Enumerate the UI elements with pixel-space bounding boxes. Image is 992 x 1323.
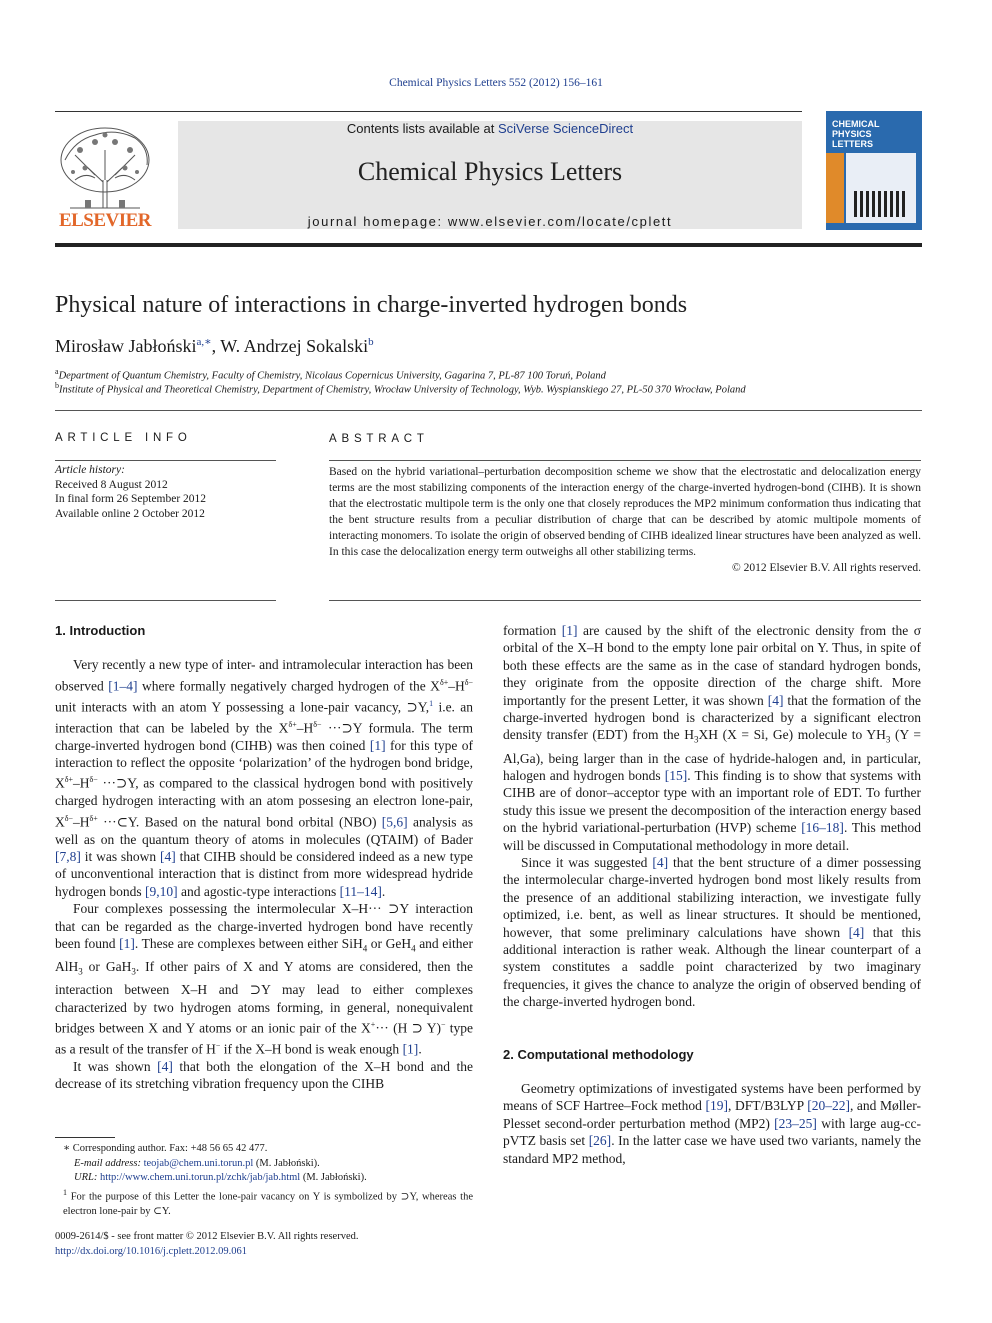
affiliation-divider xyxy=(55,410,922,411)
history-final-form: In final form 26 September 2012 xyxy=(55,493,207,505)
contents-prefix: Contents lists available at xyxy=(346,121,498,136)
cover-line-3: LETTERS xyxy=(832,139,874,149)
abstract-copyright: © 2012 Elsevier B.V. All rights reserved. xyxy=(732,562,921,574)
article-info-heading: ARTICLE INFO xyxy=(55,432,192,444)
ref-link[interactable]: [4] xyxy=(767,692,784,708)
section-2-heading: 2. Computational methodology xyxy=(503,1046,694,1062)
intro-paragraph-3-cont: formation [1] are caused by the shift of the electronic density from the σ orbital of the X–H bond to the empty lone pair orbital on Y. Thus, in spite of both these effects are the same as in the case of standard hydrogen bonds, they originate from the opposite direction of the charge shift. More importantly for the present Letter, it was shown [4] that the formation of the charge-inverted hydrogen bond is characterized by a significant electron density transfer (EDT) from the $H_3XH$ (X = Si, Ge) molecule to $YH_3$ (Y = Al,Ga), being larger than in the case of hydride-halogen and, in particular, halogen and hydrogen bonds [15]. This finding is to show that systems with CIHB are of donor–acceptor type with an important role of EDT. To further study this issue we present the decomposition of the interaction energy based on the hybrid variational-perturbation (HVP) scheme [16–18]. This method will be discussed in Computational methodology in more detail. xyxy=(503,623,921,853)
footnotes xyxy=(55,1142,473,1220)
author-separator: , xyxy=(211,336,221,356)
journal-citation[interactable]: Chemical Physics Letters 552 (2012) 156–161 xyxy=(389,77,603,89)
footnote-1: $^1$ For the purpose of this Letter the lone-pair vacancy on Y is symbolized by ⊃Y, whereas the electron lone-pair by ⊂Y. xyxy=(63,1188,473,1218)
email-link[interactable]: teojab@chem.uni.torun.pl xyxy=(143,1157,254,1169)
author-2: W. Andrzej Sokalski xyxy=(220,336,369,356)
cover-bars-graphic xyxy=(846,153,916,223)
affiliation-b-mark: b xyxy=(55,381,59,390)
affiliation-a-mark: a xyxy=(55,367,59,376)
cover-title xyxy=(832,119,880,149)
history-online: Available online 2 October 2012 xyxy=(55,507,205,520)
homepage-link[interactable]: http://www.chem.uni.torun.pl/zchk/jab/jab.html xyxy=(99,1172,301,1184)
ref-link[interactable]: [20–22] xyxy=(807,1098,850,1114)
cover-graphic xyxy=(846,153,916,223)
author-list xyxy=(55,335,374,357)
article-info-rule xyxy=(55,460,276,461)
methods-paragraph-1: Geometry optimizations of investigated systems have been performed by means of SCF Hartree–Fock method [19], DFT/B3LYP [20–22], and Møller-Plesset second-order perturbation method (MP2) [23–25] with large aug-cc-pVTZ basis set [26]. In the latter case we have used two variants, namely the standard MP2 method, xyxy=(503,1081,921,1166)
author-1: Mirosław Jabłoński xyxy=(55,336,197,356)
author-2-marks[interactable]: b xyxy=(368,336,374,348)
header-thick-rule xyxy=(55,243,922,247)
ref-link[interactable]: [1] xyxy=(561,623,578,638)
abstract-text: Based on the hybrid variational–perturbation decomposition scheme we show that the electrostatic and delocalization energy terms are the most stabilizing components of the interaction energy of the charge-inverted hydrogen-bond (CIHB). It is shown that the electrostatic multipole term is the only one that closely reproduces the MP2 minimum conformation thus indicating that the bent structure results from a peculiar distribution of charge that can be described by atomic multipole moments of interacting monomers. To isolate the origin of observed bending of CIHB idealized linear structures have been analyzed as well. In this case the delocalization energy term outweighs all other stabilizing terms. xyxy=(329,466,921,558)
intro-paragraph-3: It was shown [4] that both the elongation of the X–H bond and the decrease of its stretching vibration frequency upon the CIHB xyxy=(55,1058,473,1092)
ref-link[interactable]: [11–14] xyxy=(339,883,382,899)
cover-line-1: CHEMICAL xyxy=(832,119,880,129)
homepage-label: journal homepage: xyxy=(307,214,448,229)
contents-line xyxy=(178,121,802,136)
article-title: Physical nature of interactions in charge-inverted hydrogen bonds xyxy=(55,292,688,318)
page-footer xyxy=(55,1230,358,1259)
history-label: Article history: xyxy=(55,464,125,476)
ref-link[interactable]: [16–18] xyxy=(801,820,844,836)
ref-link[interactable]: [1] xyxy=(119,936,135,951)
footnote-divider xyxy=(55,1137,115,1138)
ref-link[interactable]: [1] xyxy=(402,1041,419,1057)
cover-stripe xyxy=(826,153,844,223)
footnote-1-link[interactable]: 1 xyxy=(429,698,434,708)
ref-link[interactable]: [4] xyxy=(652,854,669,870)
cover-line-2: PHYSICS xyxy=(832,129,872,139)
ref-link[interactable]: [7,8] xyxy=(55,848,81,864)
ref-link[interactable]: [26] xyxy=(588,1133,612,1149)
abstract-bottom-rule xyxy=(329,600,921,601)
ref-link[interactable]: [4] xyxy=(157,1058,173,1074)
abstract-heading: ABSTRACT xyxy=(329,433,429,445)
elsevier-wordmark: ELSEVIER xyxy=(58,210,152,231)
author-1-marks[interactable]: a,∗ xyxy=(196,336,212,348)
affiliation-b xyxy=(55,381,746,396)
journal-cover-thumbnail xyxy=(826,111,922,230)
corresponding-author-note: ∗ Corresponding author. Fax: +48 56 65 42 477. xyxy=(63,1143,268,1154)
journal-banner xyxy=(178,121,802,229)
ref-link[interactable]: [1–4] xyxy=(108,678,138,694)
intro-paragraph-4: Since it was suggested [4] that the bent structure of a dimer possessing the intermolecular charge-inverted hydrogen bond most likely results from the presence of an additional stabilizing interaction, we investigate fully optimized, i.e. bent, as well as linear structures. It should be mentioned, however, that some preliminary calculations have shown [4] that this additional interaction is rather weak. Although the linear counterpart of a system constitutes a saddle point characterized by two imaginary frequencies, it gives the chance to analyze the origin of observed bending of the charge-inverted hydrogen bond. xyxy=(503,854,922,1010)
homepage-url[interactable]: www.elsevier.com/locate/cplett xyxy=(447,214,673,229)
ref-link[interactable]: [4] xyxy=(160,848,176,864)
article-info-bottom-rule xyxy=(55,600,276,601)
ref-link[interactable]: [4] xyxy=(848,924,865,940)
affiliation-a xyxy=(55,367,606,382)
ref-link[interactable]: [1] xyxy=(369,737,386,753)
ref-link[interactable]: [15] xyxy=(664,767,688,783)
abstract xyxy=(329,464,921,576)
journal-homepage xyxy=(178,214,802,229)
body-left-column xyxy=(55,622,473,1093)
intro-paragraph-1: Very recently a new type of inter- and intramolecular interaction has been observed [1–4] where formally negatively charged hydrogen of the $X^{\delta+}-H^{\delta-}$ unit interacts with an atom Y possessing a lone-pair vacancy, ⊃Y,$^1$ i.e. an interaction that can be labeled by the $X^{\delta+}-H^{\delta-}$ ···⊃Y formula. The term charge-inverted hydrogen bond (CIHB) was then coined [1] for this type of interaction to reflect the opposite ‘polarization’ of the hydrogen bond bridge, $X^{\delta+}-H^{\delta-}$ ···⊃Y, as compared to the classical hydrogen bond with positively charged hydrogen interacting with an atom possesing an electron lone-pair, $X^{\delta-}-H^{\delta+}$ ···⊂Y. Based on the natural bond orbital (NBO) [5,6] analysis as well as on the quantum theory of atoms in molecules (QTAIM) of Bader [7,8] it was shown [4] that CIHB should be considered indeed as a new type of unconventional interaction that is distinct from more widespread hydride hydrogen bonds [9,10] and agostic-type interactions [11–14]. xyxy=(55,657,474,899)
sciencedirect-link[interactable]: SciVerse ScienceDirect xyxy=(497,121,634,136)
ref-link[interactable]: [19] xyxy=(705,1098,728,1114)
ref-link[interactable]: [5,6] xyxy=(381,814,408,830)
header-divider xyxy=(55,111,802,112)
url-note: URL: http://www.chem.uni.torun.pl/zchk/jab/jab.html (M. Jabłoński). xyxy=(74,1172,367,1184)
affiliation-b-text: Institute of Physical and Theoretical Chemistry, Department of Chemistry, Wrocław University of Technology, Wyb. Wyspianskiego 27, PL-50 370 Wrocław, Poland xyxy=(59,384,746,396)
abstract-rule xyxy=(329,460,921,461)
article-history xyxy=(55,463,206,521)
history-received: Received 8 August 2012 xyxy=(55,478,168,491)
body-right-column xyxy=(503,622,921,1167)
email-note: E-mail address: teojab@chem.uni.torun.pl (M. Jabłoński). xyxy=(74,1157,320,1169)
ref-link[interactable]: [9,10] xyxy=(145,883,178,899)
journal-title: Chemical Physics Letters xyxy=(357,157,623,186)
intro-paragraph-2: Four complexes possessing the intermolecular X–H··· ⊃Y interaction that can be regarded as the charge-inverted hydrogen bond have recently been found [1]. These are complexes between either SiH$_4$ or GeH$_4$ and either AlH$_3$ or GaH$_3$. If other pairs of X and Y atoms are considered, then the interaction between X–H and ⊃Y may lead to either complexes characterized by two hydrogen atoms forming, in general, nonequivalent bridges between X and Y atoms or an ionic pair of the X+··· (H ⊃ Y)− type as a result of the transfer of H− if the X–H bond is weak enough [1]. xyxy=(55,901,473,1057)
doi-link[interactable]: http://dx.doi.org/10.1016/j.cplett.2012.09.061 xyxy=(55,1245,248,1257)
issn-line: 0009-2614/$ - see front matter © 2012 Elsevier B.V. All rights reserved. xyxy=(55,1231,359,1242)
ref-link[interactable]: [23–25] xyxy=(774,1115,817,1131)
affiliation-a-text: Department of Quantum Chemistry, Faculty of Chemistry, Nicolaus Copernicus University, Gagarina 7, PL-87 100 Toruń, Poland xyxy=(58,370,606,382)
section-1-heading: 1. Introduction xyxy=(55,623,146,638)
